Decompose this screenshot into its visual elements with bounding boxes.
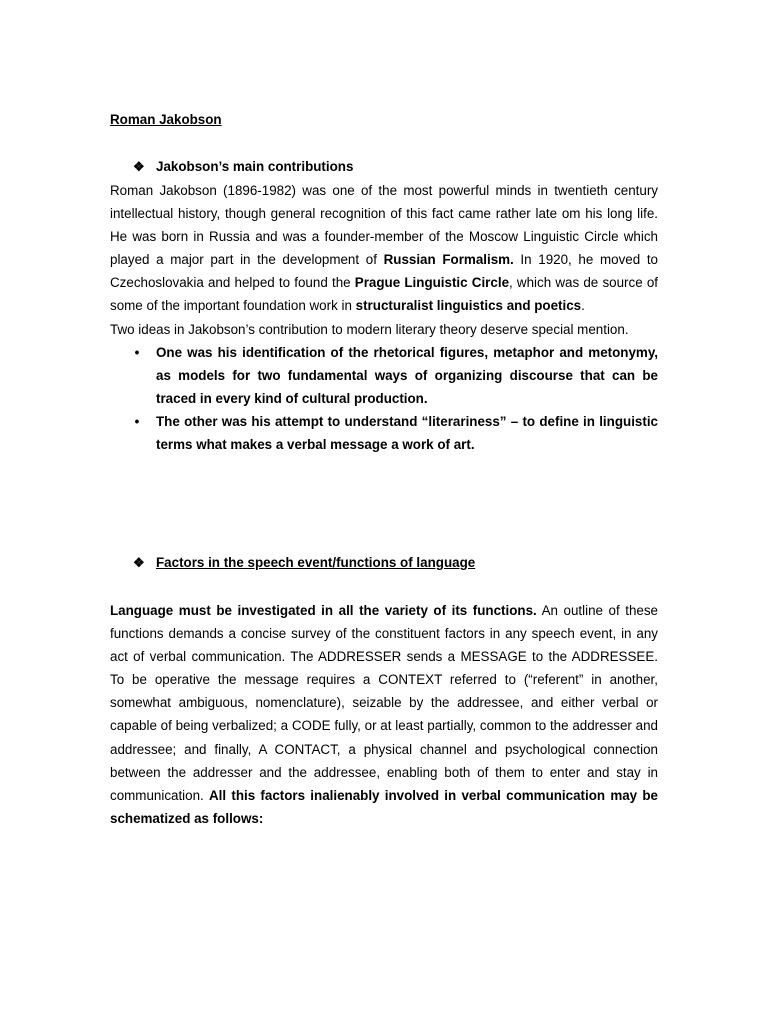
term-structuralist: structuralist linguistics and poetics — [355, 298, 582, 314]
list-item-text: The other was his attempt to understand “literariness” – to define in linguistic terms what makes a verbal message a work of art. — [156, 413, 658, 453]
paragraph-speech-factors: Language must be investigated in all the variety of its functions. An outline of these functions demands a concise survey of the constituent factors in any speech event, in any act of verbal communication. The ADDRESSER sends a MESSAGE to the ADDRESSEE. To be operative the message requires a CONTEXT referred to (“referent” in another, somewhat ambiguous, nomenclature), seizable by the addressee, and either verbal or capable of being verbalized; a CODE fully, or at least partially, common to the addresser and addressee; and finally, A CONTACT, a physical channel and psychological connection between the addresser and the addressee, enabling both of them to enter and stay in communication. All this factors inalienably involved in verbal communication may be schematized as follows: — [110, 603, 658, 826]
section-heading-contributions — [133, 159, 353, 175]
list-item — [110, 410, 658, 456]
diamond-bullet-icon: ❖ — [133, 555, 145, 570]
paragraph-biography: Roman Jakobson (1896-1982) was one of the most powerful minds in twentieth century intellectual history, though general recognition of this fact came rather late om his long life. He was born in Russia and was a founder-member of the Moscow Linguistic Circle which played a major part in the development of Russian Formalism. In 1920, he moved to Czechoslovakia and helped to found the Prague Linguistic Circle, which was de source of some of the important foundation work in structuralist linguistics and poetics. — [110, 183, 658, 314]
term-russian-formalism: Russian Formalism. — [383, 252, 514, 268]
closing-sentence: All this factors inalienably involved in verbal communication may be schematized as follows: — [110, 787, 658, 826]
term-prague-circle: Prague Linguistic Circle — [354, 275, 510, 291]
section-body-contributions — [110, 179, 658, 456]
paragraph-two-ideas: Two ideas in Jakobson’s contribution to modern literary theory deserve special mention. — [110, 321, 629, 337]
list-item — [110, 341, 658, 410]
bullet-dot-icon: • — [134, 413, 140, 429]
section-heading-text: Factors in the speech event/functions of language — [156, 555, 476, 570]
document-title: Roman Jakobson — [110, 112, 222, 127]
lead-sentence: Language must be investigated in all the variety of its functions. — [110, 603, 537, 618]
section-heading-functions — [133, 555, 475, 571]
list-item-text: One was his identification of the rhetorical figures, metaphor and metonymy, as models for two fundamental ways of organizing discourse that can be traced in every kind of cultural production. — [156, 344, 658, 406]
bullet-dot-icon: • — [134, 344, 140, 360]
ideas-list — [110, 341, 658, 456]
section-heading-text: Jakobson’s main contributions — [156, 159, 354, 174]
diamond-bullet-icon: ❖ — [133, 159, 145, 174]
section-body-functions — [110, 599, 658, 830]
